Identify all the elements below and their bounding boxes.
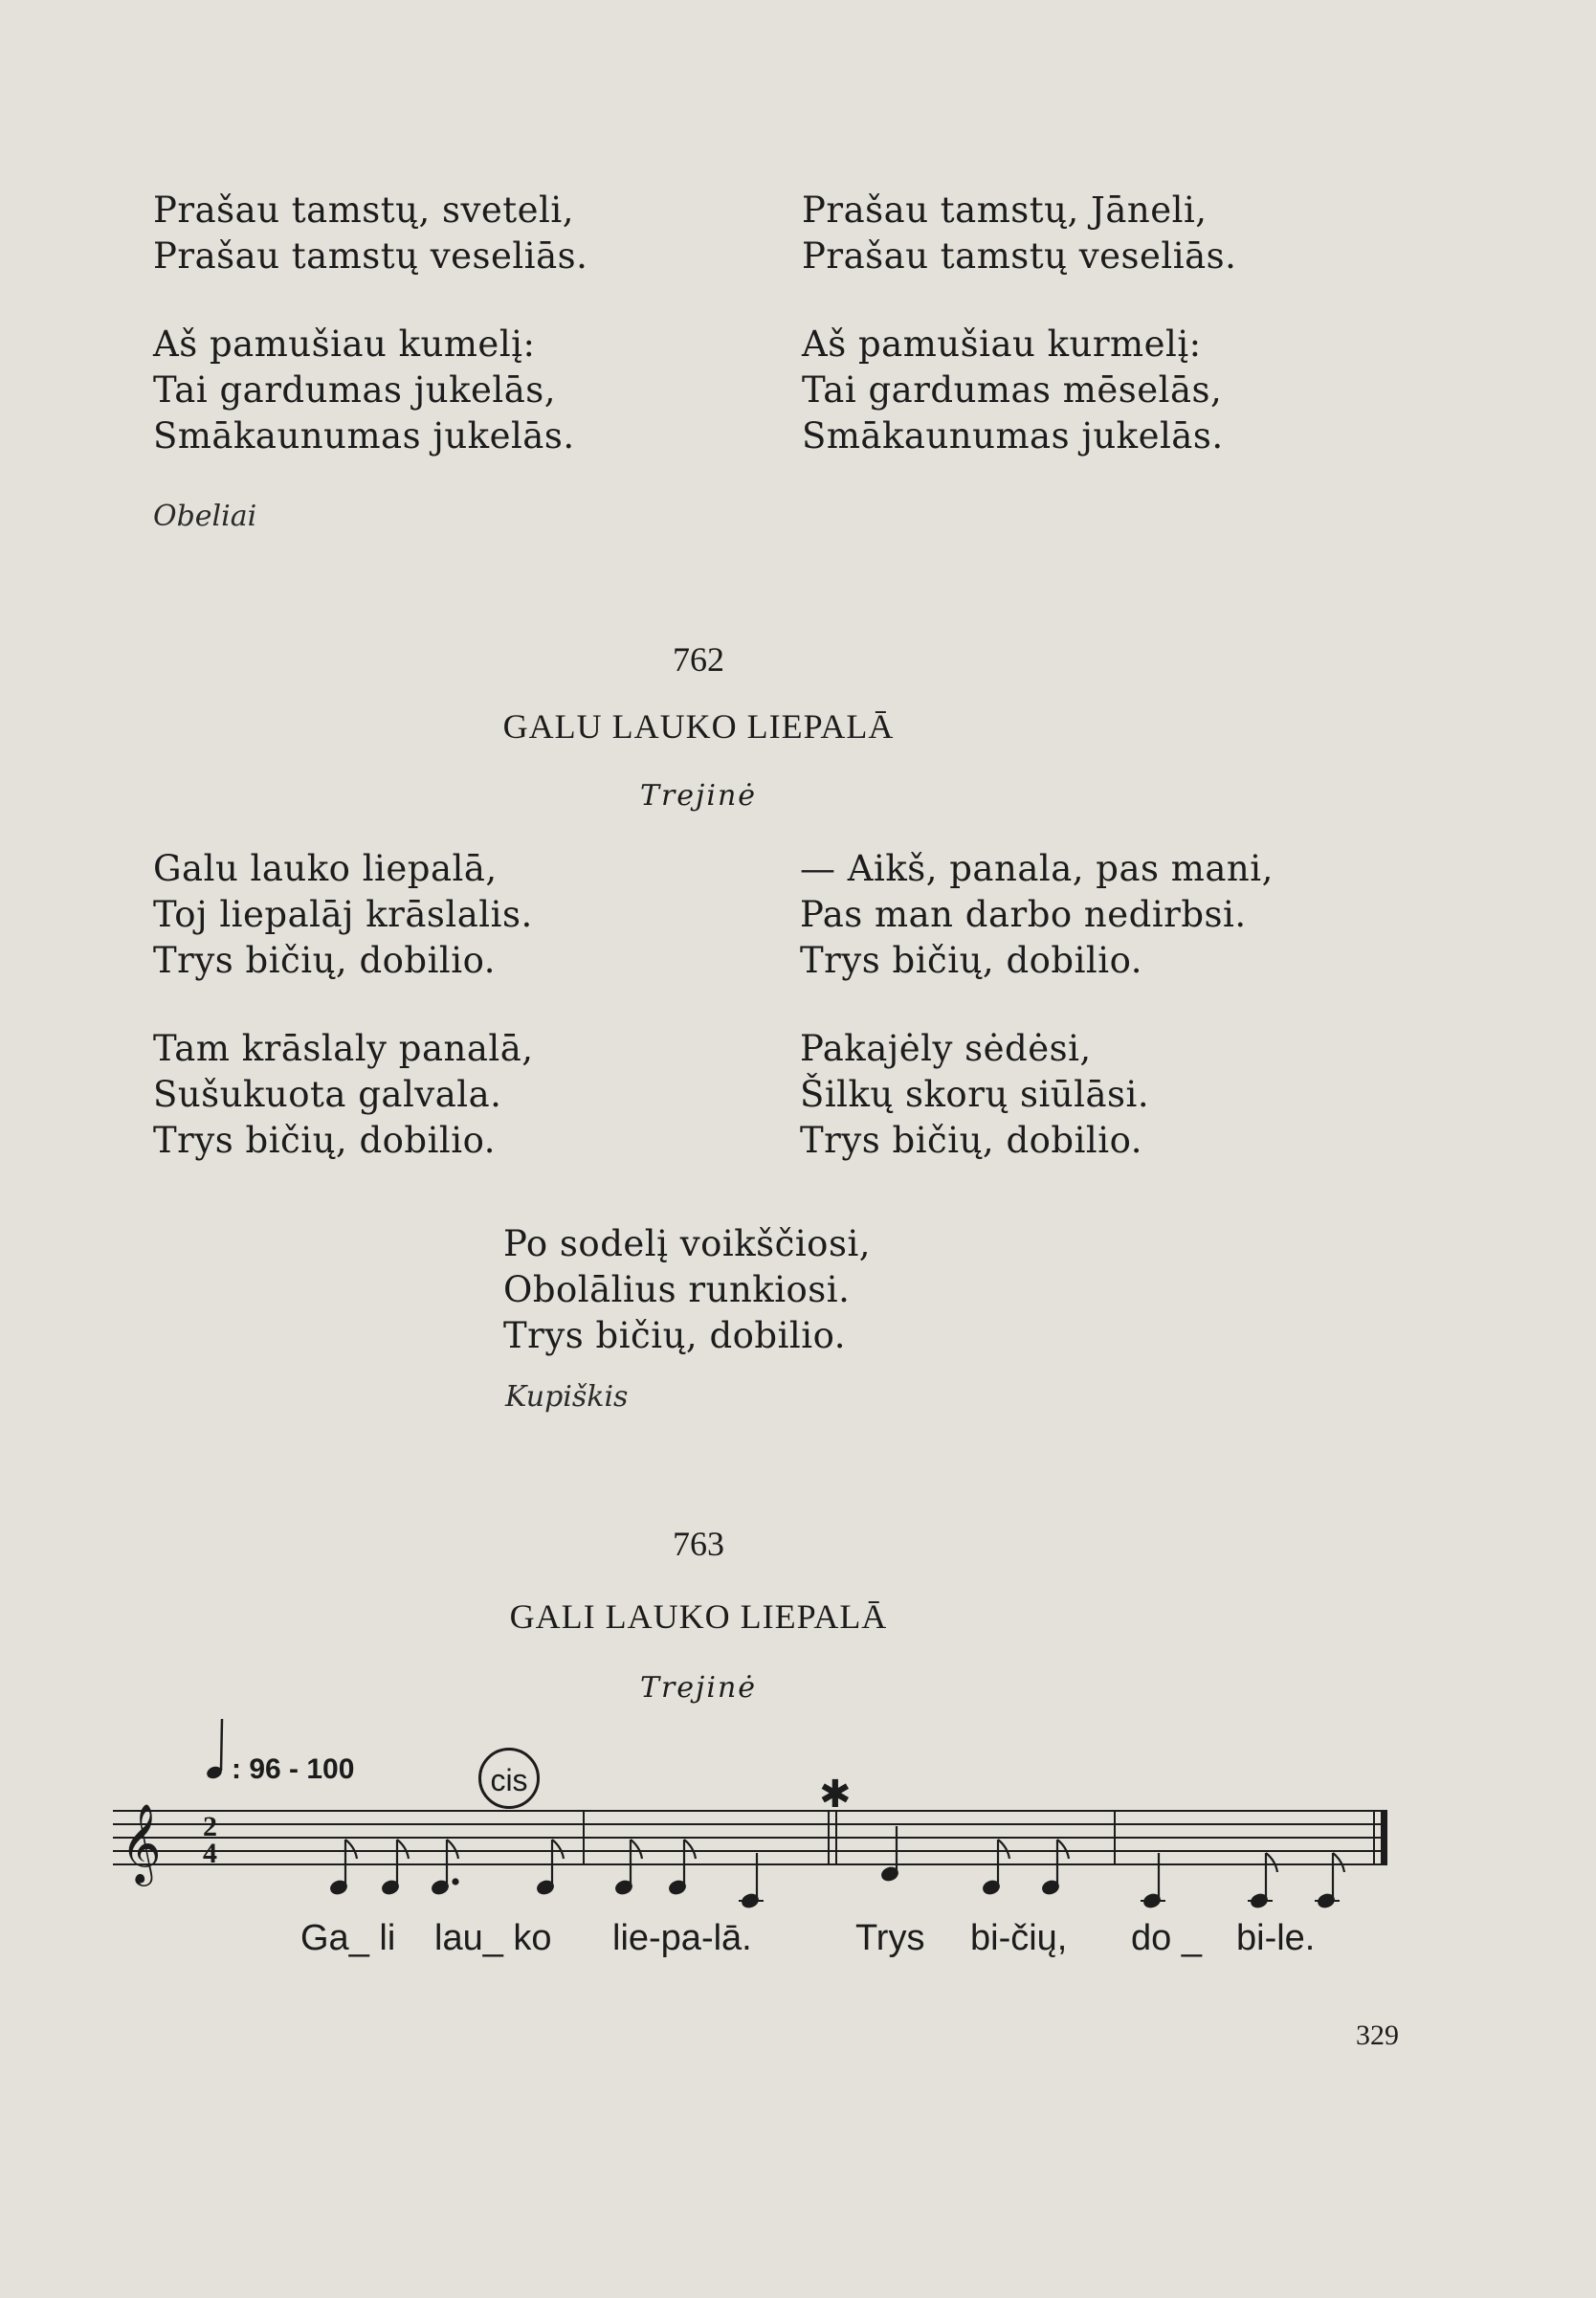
svg-text:𝄞: 𝄞	[121, 1802, 162, 1883]
verse-line: Pas man darbo nedirbsi.	[800, 894, 1247, 935]
verse-line: Trys bičių, dobilio.	[153, 940, 496, 981]
verse-line: — Aikš, panala, pas mani,	[800, 848, 1274, 889]
song-subtitle: Trejinė	[639, 779, 758, 813]
tempo-marking: : 96 - 100	[232, 1753, 355, 1785]
lyric-syllable: bi-čių,	[970, 1918, 1068, 1958]
song-number: 762	[673, 640, 724, 679]
verse-line: Trys bičių, dobilio.	[800, 940, 1142, 981]
song-subtitle: Trejinė	[639, 1671, 758, 1705]
verse-line: Po sodelį voikščiosi,	[503, 1223, 872, 1264]
verse-line: Prašau tamstų, sveteli,	[153, 190, 574, 231]
verse-line: Tai gardumas mēselās,	[802, 369, 1223, 411]
key-indicator: cis	[478, 1748, 540, 1809]
verse-line: Tam krāslaly panalā,	[153, 1028, 534, 1069]
verse-line: Prašau tamstų veseliās.	[153, 235, 588, 277]
song-number: 763	[673, 1525, 724, 1563]
place-label: Obeliai	[153, 500, 257, 533]
verse-line: Pakajėly sėdėsi,	[800, 1028, 1092, 1069]
place-label: Kupiškis	[505, 1380, 629, 1414]
lyric-syllable: bi-le.	[1236, 1918, 1316, 1958]
verse-line: Smākaunumas jukelās.	[153, 415, 575, 457]
verse-line: Trys bičių, dobilio.	[800, 1120, 1142, 1161]
asterisk-icon: ✱	[819, 1773, 852, 1817]
song-title: GALI LAUKO LIEPALĀ	[509, 1597, 888, 1636]
time-signature-bottom: 4	[203, 1838, 217, 1869]
song-title: GALU LAUKO LIEPALĀ	[502, 707, 895, 746]
verse-line: Toj liepalāj krāslalis.	[153, 894, 533, 935]
verse-line: Aš pamušiau kumelį:	[153, 324, 536, 365]
verse-line: Prašau tamstų veseliās.	[802, 235, 1237, 277]
verse-line: Tai gardumas jukelās,	[153, 369, 557, 411]
verse-line: Prašau tamstų, Jāneli,	[802, 190, 1208, 231]
lyric-syllable: lie-pa-lā.	[612, 1918, 752, 1958]
verse-line: Sušukuota galvala.	[153, 1074, 502, 1115]
verse-line: Trys bičių, dobilio.	[153, 1120, 496, 1161]
lyric-syllable: lau_ ko	[434, 1918, 552, 1958]
verse-line: Smākaunumas jukelās.	[802, 415, 1224, 457]
time-signature-top: 2	[203, 1811, 217, 1842]
verse-line: Šilkų skorų siūlāsi.	[800, 1074, 1150, 1115]
verse-line: Obolālius runkiosi.	[503, 1269, 851, 1310]
verse-line: Galu lauko liepalā,	[153, 848, 498, 889]
verse-line: Trys bičių, dobilio.	[503, 1315, 846, 1356]
verse-line: Aš pamušiau kurmelį:	[802, 324, 1202, 365]
page-number: 329	[1356, 2019, 1399, 2051]
lyric-syllable: Ga_ li	[300, 1918, 396, 1958]
lyric-syllable: do _	[1131, 1918, 1202, 1958]
lyric-syllable: Trys	[855, 1918, 925, 1958]
